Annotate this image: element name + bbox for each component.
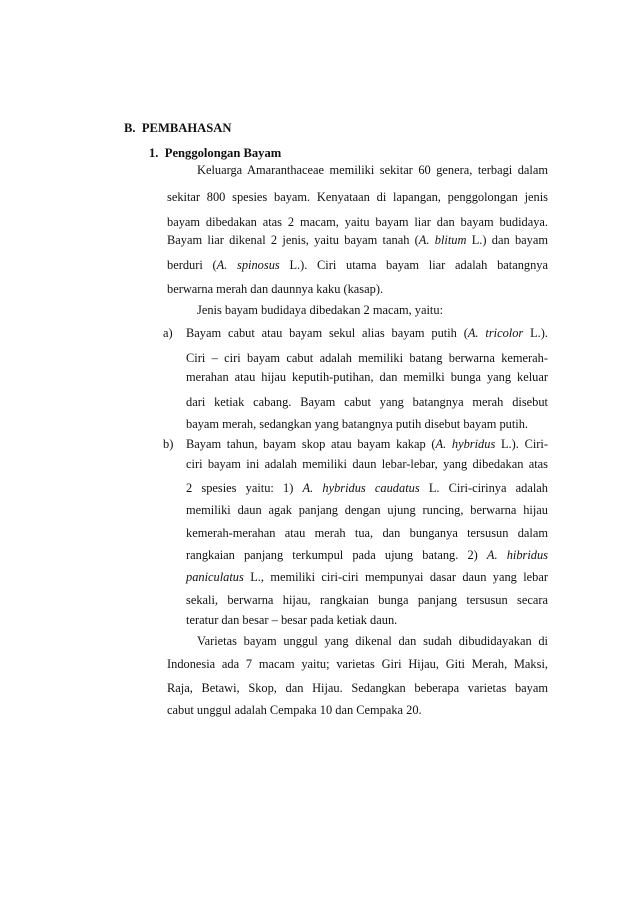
species-name: A. hibridus	[486, 548, 549, 562]
subsection-number: 1.	[149, 146, 159, 160]
item-a-line-5: bayam merah, sedangkan yang batangnya putih disebut bayam putih.	[186, 417, 529, 431]
item-b-line-1: Bayam tahun, bayam skop atau bayam kakap (A. hybridus L.). Ciri-	[186, 437, 548, 451]
para1-line-4: Bayam liar dikenal 2 jenis, yaitu bayam tanah (A. blitum L.) dan bayam	[167, 233, 548, 247]
item-b-line-3: 2 spesies yaitu: 1) A. hybridus caudatus L. Ciri-cirinya adalah	[186, 481, 548, 495]
section-letter: B.	[124, 121, 136, 135]
item-b-line-6: rangkaian panjang terkumpul pada ujung batang. 2) A. hibridus	[186, 548, 549, 562]
section-title: PEMBAHASAN	[141, 121, 232, 135]
item-a-line-1: Bayam cabut atau bayam sekul alias bayam putih (A. tricolor L.).	[186, 326, 548, 340]
para1-line-5: berduri (A. spinosus L.). Ciri utama bayam liar adalah batangnya	[167, 258, 548, 272]
para1-line-6: berwarna merah dan daunnya kaku (kasap).	[167, 282, 384, 296]
para1-line-2: sekitar 800 spesies bayam. Kenyataan di lapangan, penggolongan jenis	[167, 190, 548, 204]
list-marker-b: b)	[163, 437, 174, 451]
species-name: paniculatus	[186, 570, 244, 584]
item-b-line-4: memiliki daun agak panjang dengan ujung runcing, berwarna hijau	[186, 503, 548, 517]
para3-line-4: cabut unggul adalah Cempaka 10 dan Cempaka 20.	[167, 703, 422, 717]
species-name: A. hybridus	[435, 437, 496, 451]
item-b-line-2: ciri bayam ini adalah memiliki daun lebar-lebar, yang dibedakan atas	[186, 457, 548, 471]
para2-line: Jenis bayam budidaya dibedakan 2 macam, yaitu:	[197, 303, 444, 317]
item-a-line-4: dari ketiak cabang. Bayam cabut yang batangnya merah disebut	[186, 395, 548, 409]
species-name: A. blitum	[418, 233, 467, 247]
item-b-line-9: teratur dan besar – besar pada ketiak daun.	[186, 613, 398, 627]
para3-line-3: Raja, Betawi, Skop, dan Hijau. Sedangkan beberapa varietas bayam	[167, 681, 548, 695]
species-name: A. spinosus	[216, 258, 280, 272]
item-b-line-8: sekali, berwarna hijau, rangkaian bunga panjang tersusun secara	[186, 593, 548, 607]
species-name: A. tricolor	[467, 326, 524, 340]
para3-line-2: Indonesia ada 7 macam yaitu; varietas Giri Hijau, Giti Merah, Maksi,	[167, 657, 548, 671]
list-marker-a: a)	[163, 326, 173, 340]
item-a-line-2: Ciri – ciri bayam cabut adalah memiliki batang berwarna kemerah-	[186, 351, 548, 365]
item-a-line-3: merahan atau hijau keputih-putihan, dan memilki bunga yang keluar	[186, 370, 548, 384]
para1-line-3: bayam dibedakan atas 2 macam, yaitu bayam liar dan bayam budidaya.	[167, 215, 548, 229]
subsection-heading	[149, 146, 281, 161]
section-heading	[124, 121, 231, 136]
para3-line-1: Varietas bayam unggul yang dikenal dan sudah dibudidayakan di	[197, 634, 548, 648]
species-name: A. hybridus caudatus	[302, 481, 420, 495]
para1-line-1: Keluarga Amaranthaceae memiliki sekitar 60 genera, terbagi dalam	[197, 163, 548, 177]
subsection-title: Penggolongan Bayam	[164, 146, 282, 160]
item-b-line-5: kemerah-merahan atau merah tua, dan bunganya tersusun dalam	[186, 526, 548, 540]
item-b-line-7: paniculatus L., memiliki ciri-ciri mempunyai dasar daun yang lebar	[186, 570, 548, 584]
